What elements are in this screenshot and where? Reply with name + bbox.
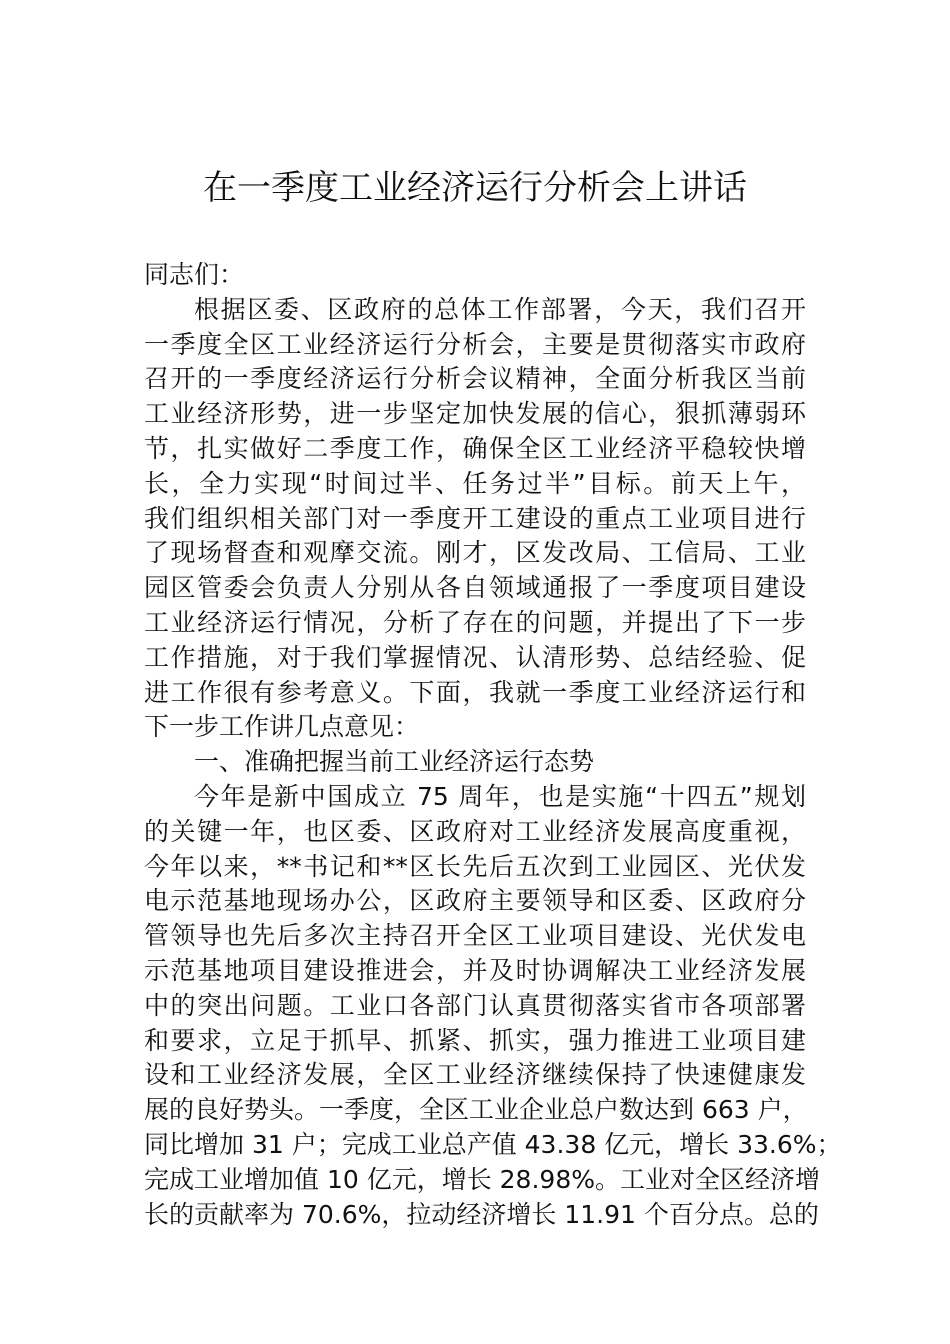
paragraph-line: 完成工业增加值 10 亿元，增长 28.98%。工业对全区经济增 — [144, 1164, 820, 1194]
paragraph-line: 今年以来，**书记和**区长先后五次到工业园区、光伏发 — [144, 851, 806, 881]
paragraph-line: 园区管委会负责人分别从各自领域通报了一季度项目建设 — [144, 573, 806, 603]
paragraph-line: 了现场督查和观摩交流。刚才，区发改局、工信局、工业 — [144, 538, 806, 568]
paragraph-line: 设和工业经济发展，全区工业经济继续保持了快速健康发 — [144, 1060, 806, 1090]
salutation: 同志们： — [144, 260, 245, 289]
paragraph-line: 根据区委、区政府的总体工作部署，今天，我们召开 — [194, 294, 806, 324]
document-title: 在一季度工业经济运行分析会上讲话 — [203, 168, 747, 208]
paragraph-line: 工业经济形势，进一步坚定加快发展的信心，狠抓薄弱环 — [144, 399, 806, 429]
paragraph-line: 节，扎实做好二季度工作，确保全区工业经济平稳较快增 — [144, 433, 806, 463]
paragraph-line: 下一步工作讲几点意见： — [144, 712, 420, 742]
paragraph-line: 中的突出问题。工业口各部门认真贯彻落实省市各项部署 — [144, 990, 806, 1020]
paragraph-line: 召开的一季度经济运行分析会议精神，全面分析我区当前 — [144, 364, 806, 394]
paragraph-line: 管领导也先后多次主持召开全区工业项目建设、光伏发电 — [144, 921, 806, 951]
paragraph-line: 长，全力实现“时间过半、任务过半”目标。前天上午， — [144, 468, 806, 498]
paragraph-line: 和要求，立足于抓早、抓紧、抓实，强力推进工业项目建 — [144, 1025, 806, 1055]
paragraph-line: 示范基地项目建设推进会，并及时协调解决工业经济发展 — [144, 955, 806, 985]
paragraph-line: 长的贡献率为 70.6%，拉动经济增长 11.91 个百分点。总的 — [144, 1199, 819, 1229]
paragraph-line: 工业经济运行情况，分析了存在的问题，并提出了下一步 — [144, 607, 806, 637]
section-heading: 一、准确把握当前工业经济运行态势 — [194, 747, 595, 777]
document-body — [144, 258, 842, 1232]
paragraph-line: 的关键一年，也区委、区政府对工业经济发展高度重视， — [144, 816, 806, 846]
paragraph-line: 我们组织相关部门对一季度开工建设的重点工业项目进行 — [144, 503, 806, 533]
paragraph-line: 今年是新中国成立 75 周年，也是实施“十四五”规划 — [194, 781, 806, 811]
paragraph-line: 工作措施，对于我们掌握情况、认清形势、总结经验、促 — [144, 642, 806, 672]
paragraph-line: 进工作很有参考意义。下面，我就一季度工业经济运行和 — [144, 677, 806, 707]
paragraph-line: 电示范基地现场办公，区政府主要领导和区委、区政府分 — [144, 886, 806, 916]
paragraph-line: 一季度全区工业经济运行分析会，主要是贯彻落实市政府 — [144, 329, 806, 359]
paragraph-line: 同比增加 31 户；完成工业总产值 43.38 亿元，增长 33.6%； — [144, 1129, 842, 1159]
paragraph-line: 展的良好势头。一季度，全区工业企业总户数达到 663 户， — [144, 1095, 808, 1125]
